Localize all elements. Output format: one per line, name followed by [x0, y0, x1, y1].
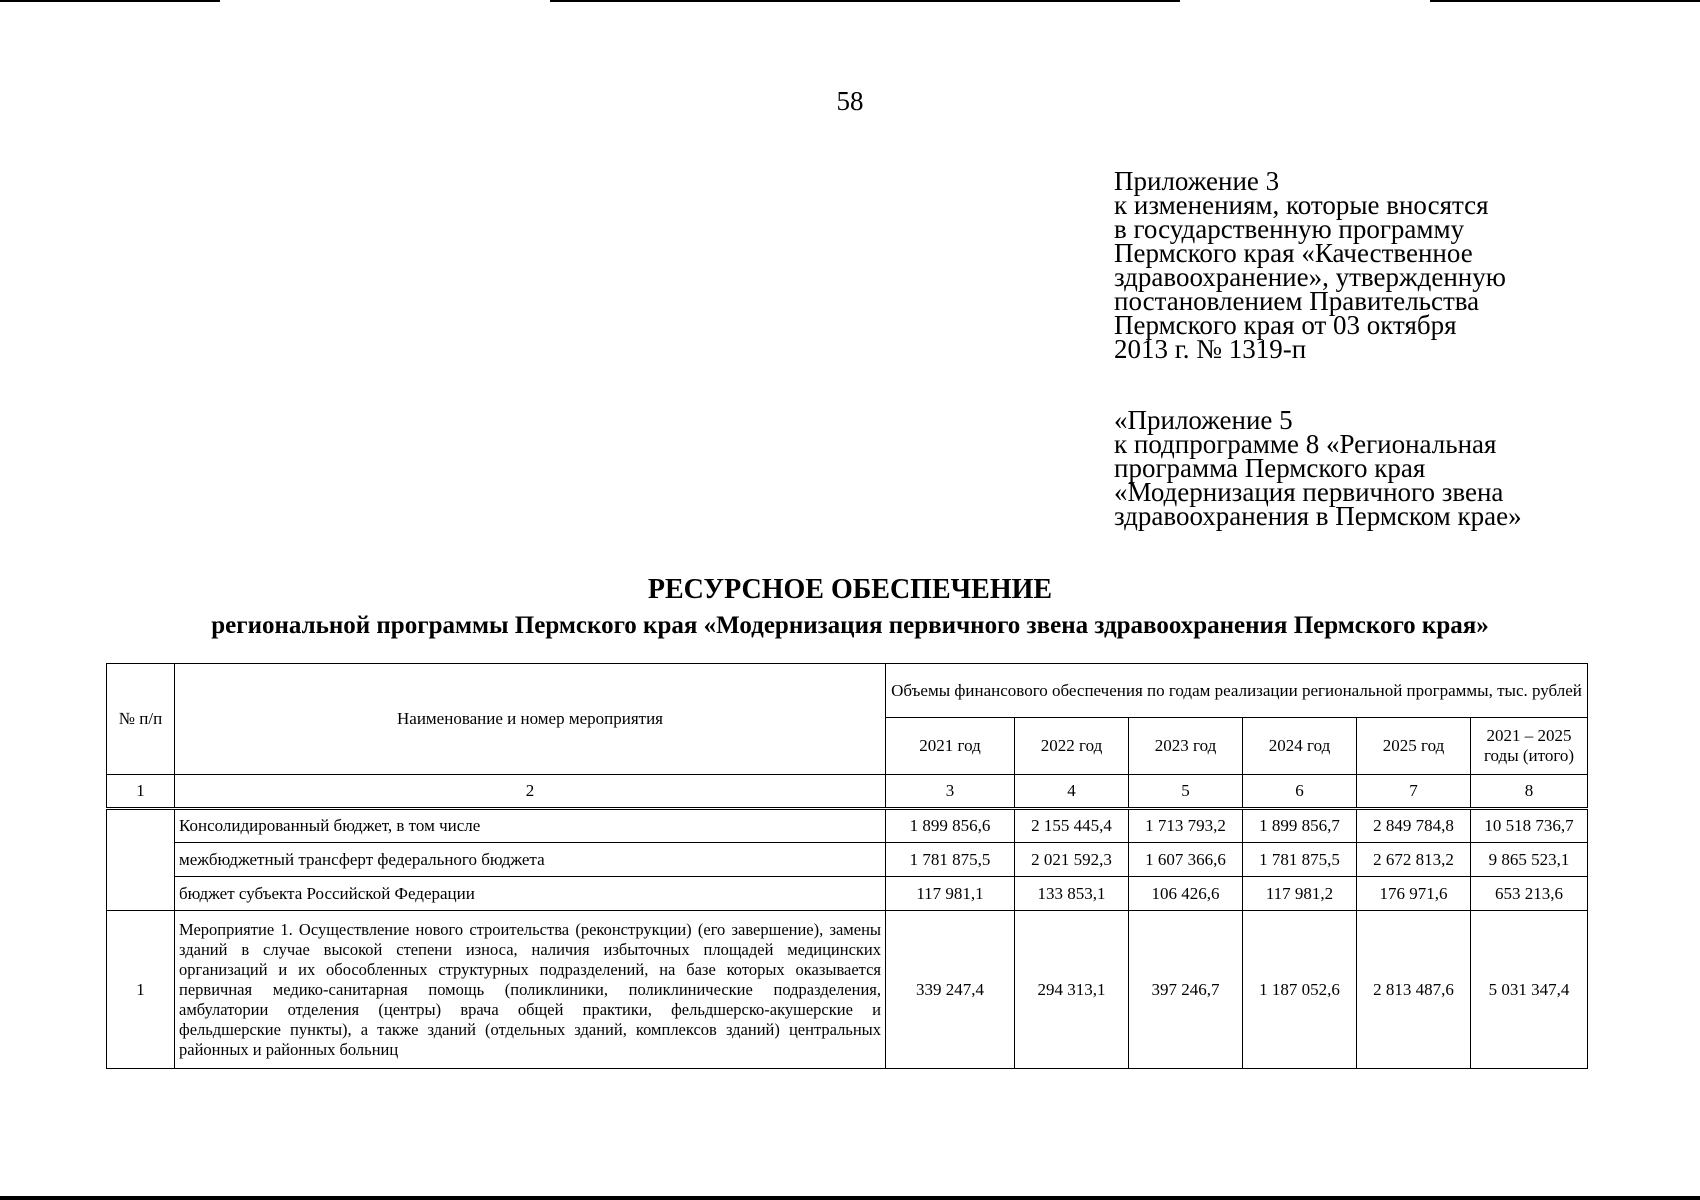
annex-5-line: к подпрограмме 8 «Региональная	[1114, 429, 1497, 459]
column-number: 6	[1243, 775, 1357, 809]
activity-value: 397 246,7	[1129, 911, 1243, 1069]
document-subtitle: региональной программы Пермского края «Модернизация первичного звена здравоохранения Пермского края»	[211, 612, 1489, 639]
column-number: 1	[107, 775, 175, 809]
document-title: РЕСУРСНОЕ ОБЕСПЕЧЕНИЕ	[647, 574, 1053, 605]
column-number: 5	[1129, 775, 1243, 809]
header-volumes: Объемы финансового обеспечения по годам реализации региональной программы, тыс. рублей	[886, 664, 1588, 718]
column-number: 3	[886, 775, 1015, 809]
row-value: 1 713 793,2	[1129, 809, 1243, 843]
activity-value: 339 247,4	[886, 911, 1015, 1069]
row-value: 2 672 813,2	[1357, 843, 1471, 877]
annex-3-line: Пермского края «Качественное	[1114, 238, 1473, 268]
row-label: Консолидированный бюджет, в том числе	[175, 809, 886, 843]
row-value: 2 021 592,3	[1015, 843, 1129, 877]
annex-5-line: «Приложение 5	[1114, 405, 1293, 435]
header-num: № п/п	[107, 664, 175, 775]
resource-table	[106, 663, 1588, 1069]
top-scan-border	[0, 0, 1700, 2]
row-value: 2 155 445,4	[1015, 809, 1129, 843]
annex-5-line: «Модернизация первичного звена	[1114, 477, 1504, 507]
row-label: бюджет субъекта Российской Федерации	[175, 877, 886, 911]
row-value: 176 971,6	[1357, 877, 1471, 911]
row-value: 133 853,1	[1015, 877, 1129, 911]
row-value: 117 981,1	[886, 877, 1015, 911]
header-activity-name: Наименование и номер мероприятия	[175, 664, 886, 775]
activity-value: 5 031 347,4	[1471, 911, 1588, 1069]
row-value: 653 213,6	[1471, 877, 1588, 911]
column-number: 2	[175, 775, 886, 809]
activity-value: 2 813 487,6	[1357, 911, 1471, 1069]
row-value: 1 781 875,5	[1243, 843, 1357, 877]
page-number: 58	[836, 86, 864, 116]
column-number: 8	[1471, 775, 1588, 809]
empty-num-cell	[107, 809, 175, 911]
row-value: 9 865 523,1	[1471, 843, 1588, 877]
row-value: 117 981,2	[1243, 877, 1357, 911]
row-value: 2 849 784,8	[1357, 809, 1471, 843]
annex-3-line: 2013 г. № 1319-п	[1114, 334, 1307, 364]
header-year: 2025 год	[1357, 718, 1471, 775]
row-value: 1 899 856,7	[1243, 809, 1357, 843]
activity-num: 1	[107, 911, 175, 1069]
header-year: 2023 год	[1129, 718, 1243, 775]
table-row	[107, 843, 1588, 877]
row-value: 10 518 736,7	[1471, 809, 1588, 843]
row-value: 106 426,6	[1129, 877, 1243, 911]
header-year-total: 2021 – 2025 годы (итого)	[1471, 718, 1588, 775]
row-value: 1 781 875,5	[886, 843, 1015, 877]
header-year: 2022 год	[1015, 718, 1129, 775]
annex-3-line: Приложение 3	[1114, 166, 1280, 196]
activity-value: 1 187 052,6	[1243, 911, 1357, 1069]
annex-3-line: здравоохранение», утвержденную	[1114, 262, 1506, 292]
activity-row	[107, 911, 1588, 1069]
annex-3-line: к изменениям, которые вносятся	[1114, 190, 1489, 220]
column-number: 7	[1357, 775, 1471, 809]
activity-label: Мероприятие 1. Осуществление нового строительства (реконструкции) (его завершение), замены зданий в случае высокой степени износа, наличия избыточных площадей медицинских организаций и их обособленных структурных подразделений, на базе которых оказывается первичная медико-санитарная помощь (поликлиники, поликлинические подразделения, амбулатории отделения (центры) врача общей практики, фельдшерско-акушерские и фельдшерские пункты), а также зданий (отдельных зданий, комплексов зданий) центральных районных и районных больниц	[175, 911, 886, 1069]
annex-3-line: постановлением Правительства	[1114, 286, 1480, 316]
table-row	[107, 809, 1588, 843]
activity-value: 294 313,1	[1015, 911, 1129, 1069]
bottom-scan-border	[0, 1196, 1700, 1200]
annex-5-line: здравоохранения в Пермском крае»	[1114, 501, 1522, 531]
row-value: 1 607 366,6	[1129, 843, 1243, 877]
table-row	[107, 877, 1588, 911]
annex-3-line: в государственную программу	[1114, 214, 1465, 244]
column-number-row	[107, 775, 1588, 809]
annex-5-line: программа Пермского края	[1114, 453, 1426, 483]
row-label: межбюджетный трансферт федерального бюджета	[175, 843, 886, 877]
header-year: 2024 год	[1243, 718, 1357, 775]
column-number: 4	[1015, 775, 1129, 809]
row-value: 1 899 856,6	[886, 809, 1015, 843]
annex-5-reference	[1114, 405, 1594, 531]
annex-3-reference	[1114, 166, 1594, 364]
header-year: 2021 год	[886, 718, 1015, 775]
annex-3-line: Пермского края от 03 октября	[1114, 310, 1457, 340]
